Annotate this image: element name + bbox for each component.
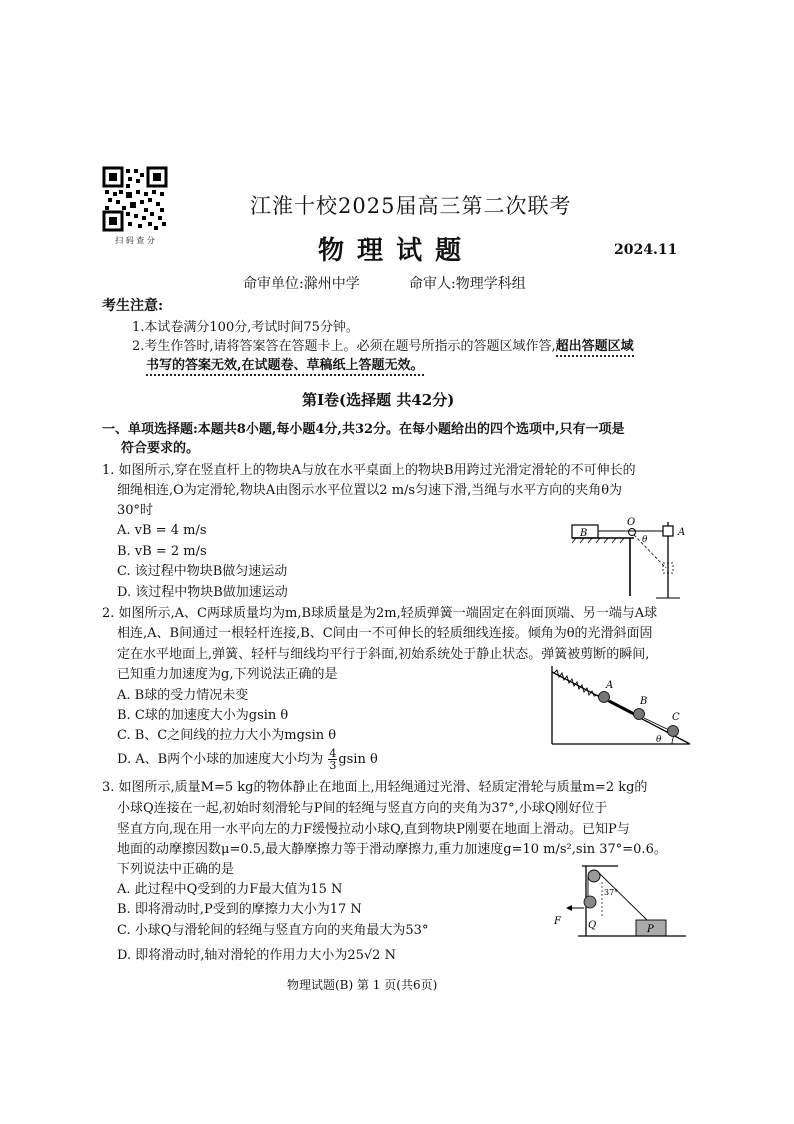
q2-figure	[548, 664, 694, 748]
q2-stem-1: 2. 如图所示,A、C两球质量均为m,B球质量是为2m,轻质弹簧一端固定在斜面顶端、另一端与A球	[102, 606, 658, 621]
q1-rope-incline	[634, 535, 666, 568]
q1-stem-1: 1. 如图所示,穿在竖直杆上的物块A与放在水平桌面上的物块B用跨过光滑定滑轮的不可伸长的	[102, 463, 636, 478]
exam-date: 2024.11	[614, 242, 678, 258]
q2-frac-den: 3	[329, 759, 337, 772]
q1-pulley	[629, 529, 636, 536]
qr-code	[102, 166, 168, 232]
notice-item-2-emphasis-cont: 书写的答案无效,在试题卷、草稿纸上答题无效。	[146, 358, 424, 376]
q3-pulley	[588, 870, 600, 882]
author-group: 命审人:物理学科组	[409, 276, 526, 292]
notice-item-2-emphasis: 超出答题区域	[556, 339, 634, 357]
q2-angle-arc	[672, 736, 674, 744]
q1-stem-2: 细绳相连,O为定滑轮,物块A由图示水平位置以2 m/s匀速下滑,当绳与水平方向的夹角θ为	[117, 483, 623, 498]
q3-stem-2: 小球Q连接在一起,初始时刻滑轮与P间的轻绳与竖直方向的夹角为37°,小球Q刚好位于	[117, 801, 608, 816]
q1-option-d: D. 该过程中物块B做加速运动	[117, 585, 288, 600]
q1-option-b: B. vB = 2 m/s	[117, 544, 207, 559]
notice-item-1: 1.本试卷满分100分,考试时间75分钟。	[132, 320, 359, 335]
author-org: 命审单位:滁州中学	[243, 276, 360, 292]
q2-label-c: C	[672, 712, 680, 723]
q3-label-f: F	[554, 916, 561, 927]
q2-spring	[554, 670, 600, 696]
q2-option-d-suffix: gsin θ	[338, 752, 378, 767]
qr-caption: 扫 码 查 分	[115, 236, 155, 245]
q2-stem-4: 已知重力加速度为g,下列说法正确的是	[117, 667, 338, 682]
q2-label-theta: θ	[656, 735, 662, 745]
notice-item-2-text: 2.考生作答时,请将答案答在答题卡上。必须在题号所指示的答题区域作答,	[132, 339, 556, 354]
q2-option-c: C. B、C之间线的拉力大小为mgsin θ	[117, 728, 337, 743]
q1-label-a: A	[678, 527, 686, 538]
q3-label-p: P	[647, 924, 654, 935]
q2-stem-2: 相连,A、B间通过一根轻杆连接,B、C间由一不可伸长的轻质细线连接。倾角为θ的光滑斜面固	[117, 626, 653, 641]
section-intro-2: 符合要求的。	[121, 441, 200, 456]
q1-label-theta: θ	[642, 535, 648, 545]
q2-ball-b	[634, 709, 645, 720]
q2-option-b: B. C球的加速度大小为gsin θ	[117, 708, 289, 723]
subject-title: 物 理 试 题	[318, 236, 464, 266]
q3-stem-1: 3. 如图所示,质量M=5 kg的物体静止在地面上,用轻绳通过光滑、轻质定滑轮与质量m=2 kg的	[102, 780, 648, 795]
q3-option-d: D. 即将滑动时,轴对滑轮的作用力大小为25√2 N	[117, 948, 396, 963]
q1-stem-3: 30°时	[117, 503, 154, 518]
q3-force-arrowhead	[566, 905, 572, 911]
q2-option-d	[117, 748, 378, 771]
q2-option-a: A. B球的受力情况未变	[117, 688, 249, 703]
q2-ball-a	[599, 692, 610, 703]
q1-option-a: A. vB = 4 m/s	[117, 523, 207, 538]
q3-label-angle: 37°	[604, 888, 619, 897]
section-title: 第Ⅰ卷(选择题 共42分)	[302, 391, 455, 409]
q3-stem-3: 竖直方向,现在用一水平向左的力F缓慢拉动小球Q,直到物块P刚要在地面上滑动。已知P与	[117, 822, 630, 837]
q3-label-q: Q	[588, 920, 597, 931]
q2-label-a: A	[606, 680, 614, 691]
q2-thread	[644, 718, 669, 730]
q2-option-d-fraction	[328, 748, 337, 771]
q1-figure	[568, 516, 692, 600]
q3-option-c: C. 小球Q与滑轮间的轻绳与竖直方向的夹角最大为53°	[117, 923, 429, 938]
q2-option-d-prefix: D. A、B两个小球的加速度大小均为	[117, 752, 324, 767]
notice-item-2-cont	[146, 356, 424, 375]
q3-figure	[548, 862, 688, 940]
q1-block-a	[663, 526, 673, 536]
qr-code-icon	[102, 166, 168, 232]
q1-option-c: C. 该过程中物块B做匀速运动	[117, 564, 288, 579]
q3-option-a: A. 此过程中Q受到的力F最大值为15 N	[117, 882, 343, 897]
q2-frac-num: 4	[329, 747, 337, 760]
q3-stem-5: 下列说法中正确的是	[117, 862, 235, 877]
notice-heading: 考生注意:	[102, 298, 164, 314]
q2-ball-c	[668, 726, 679, 737]
q3-option-b: B. 即将滑动时,P受到的摩擦力大小为17 N	[117, 902, 362, 917]
q2-rod	[609, 701, 634, 714]
exam-title: 江淮十校2025届高三第二次联考	[250, 194, 572, 218]
q3-ball-q	[584, 896, 596, 908]
notice-item-2	[132, 337, 634, 356]
q2-stem-3: 定在水平地面上,弹簧、轻杆与细线均平行于斜面,初始系统处于静止状态。弹簧被剪断的瞬间,	[117, 647, 650, 662]
q2-label-b: B	[640, 696, 648, 707]
q1-label-b: B	[580, 528, 588, 539]
q3-stem-4: 地面的动摩擦因数μ=0.5,最大静摩擦力等于滑动摩擦力,重力加速度g=10 m/s²,sin 37°=0.6。	[117, 842, 667, 857]
q1-label-o: O	[627, 517, 636, 528]
page-footer: 物理试题(B) 第 1 页(共6页)	[287, 978, 438, 992]
section-intro-1: 一、单项选择题:本题共8小题,每小题4分,共32分。在每小题给出的四个选项中,只有一项是	[102, 422, 625, 437]
